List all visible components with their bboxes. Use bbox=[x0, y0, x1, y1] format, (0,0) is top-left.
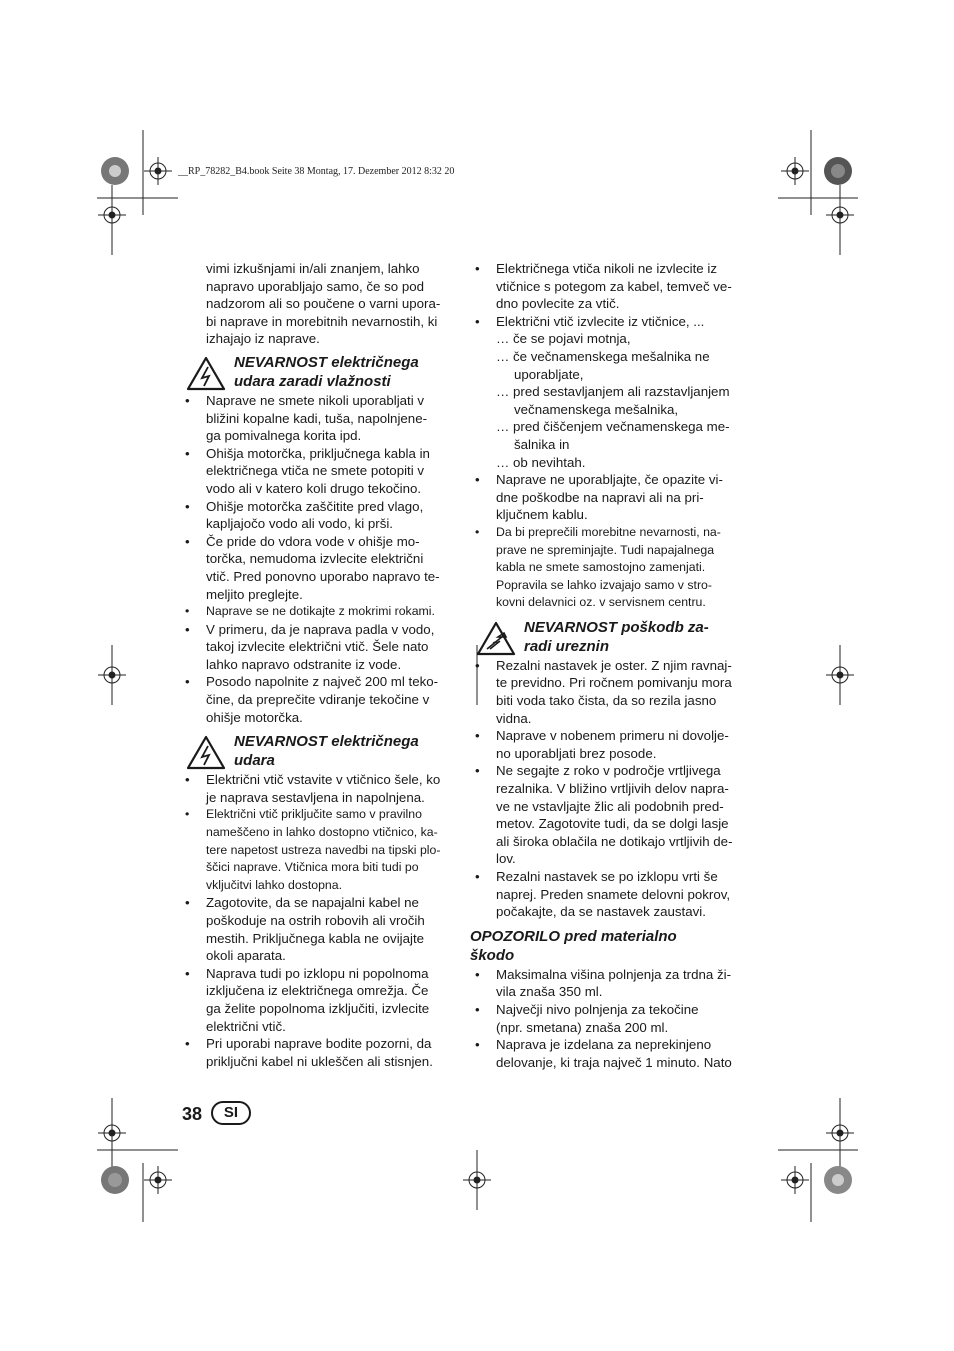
text-line: tere napetost ustreza navedbi na tipski plo- bbox=[206, 842, 441, 857]
text-line: bi naprave in morebitnih nevarnostih, ki bbox=[206, 313, 438, 329]
text-line: • Naprave v nobenem primeru ni dovolje- bbox=[496, 728, 729, 744]
sub-item: … če večnamenskega mešalnika ne bbox=[496, 348, 710, 364]
bullet-list-shock bbox=[180, 771, 458, 1070]
cut-hazard-warning-icon bbox=[476, 621, 516, 656]
list-item bbox=[470, 657, 748, 727]
text-line: izključena iz električnega omrežja. Če bbox=[206, 983, 429, 999]
list-item bbox=[180, 498, 458, 533]
list-item bbox=[180, 621, 458, 674]
warning-title-line: NEVARNOST poškodb za- bbox=[524, 618, 709, 636]
sub-item: … če se pojavi motnja, bbox=[496, 331, 631, 347]
text-line: izhajajo iz naprave. bbox=[206, 331, 320, 347]
list-item bbox=[470, 260, 748, 313]
list-item bbox=[470, 1036, 748, 1071]
sub-item: … pred sestavljanjem ali razstavljanjem bbox=[496, 384, 730, 400]
text-line: • Rezalni nastavek je oster. Z njim ravnaj- bbox=[496, 657, 732, 673]
text-line: dno povlecite za vtič. bbox=[496, 296, 620, 312]
text-line: kovni delavnici oz. v servisnem centru. bbox=[496, 595, 706, 610]
list-item bbox=[470, 524, 748, 612]
text-line: • Največji nivo polnjenja za tekočine bbox=[496, 1001, 699, 1017]
text-line: • Električnega vtiča nikoli ne izvlecite iz bbox=[496, 261, 717, 276]
text-line: • Električni vtič vstavite v vtičnico šele, ko bbox=[206, 772, 441, 788]
text-line: te previdno. Pri ročnem pomivanju mora bbox=[496, 675, 732, 691]
text-line: naprej. Preden snamete delovni pokrov, bbox=[496, 886, 731, 902]
text-line: • Zagotovite, da se napajalni kabel ne bbox=[206, 895, 419, 911]
warning-title-line: udara bbox=[234, 752, 275, 770]
warning-title-line: udara zaradi vlažnosti bbox=[234, 372, 391, 390]
text-line: • Ne segajte z roko v področje vrtljivega bbox=[496, 763, 721, 779]
text-line: nadzorom ali so poučene o varni upora- bbox=[206, 296, 441, 312]
text-line: • Posodo napolnite z največ 200 ml teko- bbox=[206, 674, 439, 690]
text-line: je naprava sestavljena in napolnjena. bbox=[206, 789, 425, 805]
bullet-list-moisture bbox=[180, 392, 458, 726]
sub-item: … ob nevihtah. bbox=[496, 454, 586, 470]
text-line: lahko napravo odstranite iz vode. bbox=[206, 656, 402, 672]
text-line: • Če pride do vdora vode v ohišje mo- bbox=[206, 533, 420, 549]
text-line: torčka, nemudoma izvlecite električni bbox=[206, 551, 424, 567]
language-badge: SI bbox=[211, 1101, 251, 1125]
text-line: vključitvi lahko dostopna. bbox=[206, 877, 343, 892]
notice-title-line: OPOZORILO pred materialno bbox=[470, 927, 677, 945]
text-line: ključnem kablu. bbox=[496, 507, 588, 523]
text-line: ga želite popolnoma izključiti, izvlecite bbox=[206, 1000, 430, 1016]
list-item bbox=[470, 762, 748, 868]
text-line: ščici naprave. Vtičnica mora biti tudi po bbox=[206, 860, 419, 875]
list-item bbox=[180, 1035, 458, 1070]
list-item bbox=[470, 471, 748, 524]
text-line: električni vtič. bbox=[206, 1018, 286, 1034]
text-line: takoj izvlecite električni vtič. Šele nato bbox=[206, 639, 429, 655]
text-line: kabla ne smete samostojno zamenjati. bbox=[496, 560, 706, 575]
text-line: • Naprava tudi po izklopu ni popolnoma bbox=[206, 965, 429, 981]
warning-heading-cut bbox=[470, 618, 748, 656]
warning-title-line: radi ureznin bbox=[524, 637, 610, 655]
list-item bbox=[180, 392, 458, 445]
text-line: vtičnice s potegom za kabel, temveč ve- bbox=[496, 278, 732, 294]
list-item bbox=[470, 1001, 748, 1036]
warning-heading-shock bbox=[180, 732, 458, 770]
text-line: • Pri uporabi naprave bodite pozorni, da bbox=[206, 1036, 432, 1052]
list-item bbox=[180, 806, 458, 894]
text-line: vimi izkušnjami in/ali znanjem, lahko bbox=[206, 261, 420, 276]
notice-title-line: škodo bbox=[470, 946, 515, 964]
text-line: vila znaša 350 ml. bbox=[496, 984, 603, 1000]
print-file-info: __RP_78282_B4.book Seite 38 Montag, 17. Dezember 2012 8:32 20 bbox=[178, 166, 455, 177]
text-line: delovanje, ki traja največ 1 minuto. Nato bbox=[496, 1054, 732, 1070]
list-item bbox=[470, 868, 748, 921]
text-line: rezalnika. V bližino vrtljivih delov napra- bbox=[496, 781, 729, 797]
electric-shock-warning-icon bbox=[186, 356, 226, 391]
list-item bbox=[180, 603, 458, 621]
text-line: napravo uporabljajo samo, če so pod bbox=[206, 278, 425, 294]
text-line: metov. Zagotovite tudi, da se dolgi lasje bbox=[496, 816, 729, 832]
sub-item: uporabljate, bbox=[514, 366, 584, 382]
text-line: • Maksimalna višina polnjenja za trdna ži- bbox=[496, 966, 732, 982]
warning-title-line: NEVARNOST električnega bbox=[234, 733, 419, 751]
warning-heading-moisture bbox=[180, 353, 458, 391]
text-line: • Naprave se ne dotikajte z mokrimi rokami. bbox=[206, 604, 435, 619]
text-line: ve ne vstavljajte žlic ali podobnih pred- bbox=[496, 798, 724, 814]
text-line: ohišje motorčka. bbox=[206, 709, 303, 725]
electric-shock-warning-icon bbox=[186, 735, 226, 770]
text-line: • Električni vtič izvlecite iz vtičnice, ... bbox=[496, 313, 705, 329]
text-line: električnega vtiča ne smete potopiti v bbox=[206, 463, 425, 479]
text-line: dne poškodbe na napravi ali na pri- bbox=[496, 489, 704, 505]
list-item bbox=[470, 727, 748, 762]
sub-list bbox=[470, 330, 748, 471]
notice-heading bbox=[470, 927, 748, 965]
text-line: • Ohišje motorčka zaščitite pred vlago, bbox=[206, 498, 424, 514]
text-line: priključni kabel ni ukleščen ali stisnjen. bbox=[206, 1053, 433, 1069]
text-line: vidna. bbox=[496, 710, 532, 726]
list-item bbox=[180, 673, 458, 726]
text-line: nameščeno in lahko dostopno vtičnico, ka- bbox=[206, 825, 438, 840]
text-line: meljito preglejte. bbox=[206, 586, 303, 602]
text-line: okoli aparata. bbox=[206, 948, 286, 964]
text-line: ga pomivalnega korita ipd. bbox=[206, 428, 362, 444]
list-item bbox=[470, 313, 748, 331]
list-item bbox=[180, 894, 458, 964]
text-line: • Električni vtič priključite samo v pravilno bbox=[206, 807, 422, 822]
page-number: 38 bbox=[182, 1104, 203, 1124]
list-item bbox=[470, 966, 748, 1001]
text-line: mestih. Priključnega kabla ne ovijajte bbox=[206, 930, 425, 946]
text-line: no uporabljati brez posode. bbox=[496, 745, 657, 761]
text-line: • Naprave ne smete nikoli uporabljati v bbox=[206, 392, 425, 408]
sub-item: večnamenskega mešalnika, bbox=[514, 401, 679, 417]
text-line: • Naprave ne uporabljajte, če opazite vi- bbox=[496, 472, 723, 488]
text-line: ali široka oblačila ne dotikajo vrtljivih de- bbox=[496, 833, 733, 849]
warning-title-line: NEVARNOST električnega bbox=[234, 353, 419, 371]
text-line: prave ne spreminjajte. Tudi napajalnega bbox=[496, 542, 715, 557]
right-column bbox=[470, 260, 748, 1071]
sub-item: … pred čiščenjem večnamenskega me- bbox=[496, 419, 730, 435]
text-line: počakajte, da se nastavek zaustavi. bbox=[496, 904, 706, 920]
text-line: lov. bbox=[496, 851, 516, 867]
list-item bbox=[180, 445, 458, 498]
text-line: kapljajočo vodo ali vodo, ki prši. bbox=[206, 516, 393, 532]
intro-paragraph bbox=[180, 260, 458, 348]
text-line: vodo ali v katero koli drugo tekočino. bbox=[206, 480, 422, 496]
text-line: • Rezalni nastavek se po izklopu vrti še bbox=[496, 869, 718, 884]
text-line: • V primeru, da je naprava padla v vodo, bbox=[206, 621, 435, 637]
sub-item: šalnika in bbox=[514, 436, 570, 452]
left-column bbox=[180, 260, 458, 1070]
list-item bbox=[180, 533, 458, 603]
text-line: čine, da preprečite vdiranje tekočine v bbox=[206, 692, 430, 708]
text-line: vtič. Pred ponovno uporabo napravo te- bbox=[206, 568, 440, 584]
list-item bbox=[180, 771, 458, 806]
text-line: poškoduje na ostrih robovih ali vročih bbox=[206, 913, 425, 928]
list-item bbox=[180, 965, 458, 1035]
text-line: • Naprava je izdelana za neprekinjeno bbox=[496, 1037, 712, 1053]
text-line: Popravila se lahko izvajajo samo v stro- bbox=[496, 577, 712, 592]
text-line: bližini kopalne kadi, tuša, napolnjene- bbox=[206, 410, 428, 426]
text-line: • Ohišja motorčka, priključnega kabla in bbox=[206, 445, 430, 461]
text-line: • Da bi preprečili morebitne nevarnosti, na- bbox=[496, 524, 721, 539]
text-line: (npr. smetana) znaša 200 ml. bbox=[496, 1019, 669, 1035]
text-line: biti voda tako čista, da so rezila jasno bbox=[496, 693, 717, 709]
